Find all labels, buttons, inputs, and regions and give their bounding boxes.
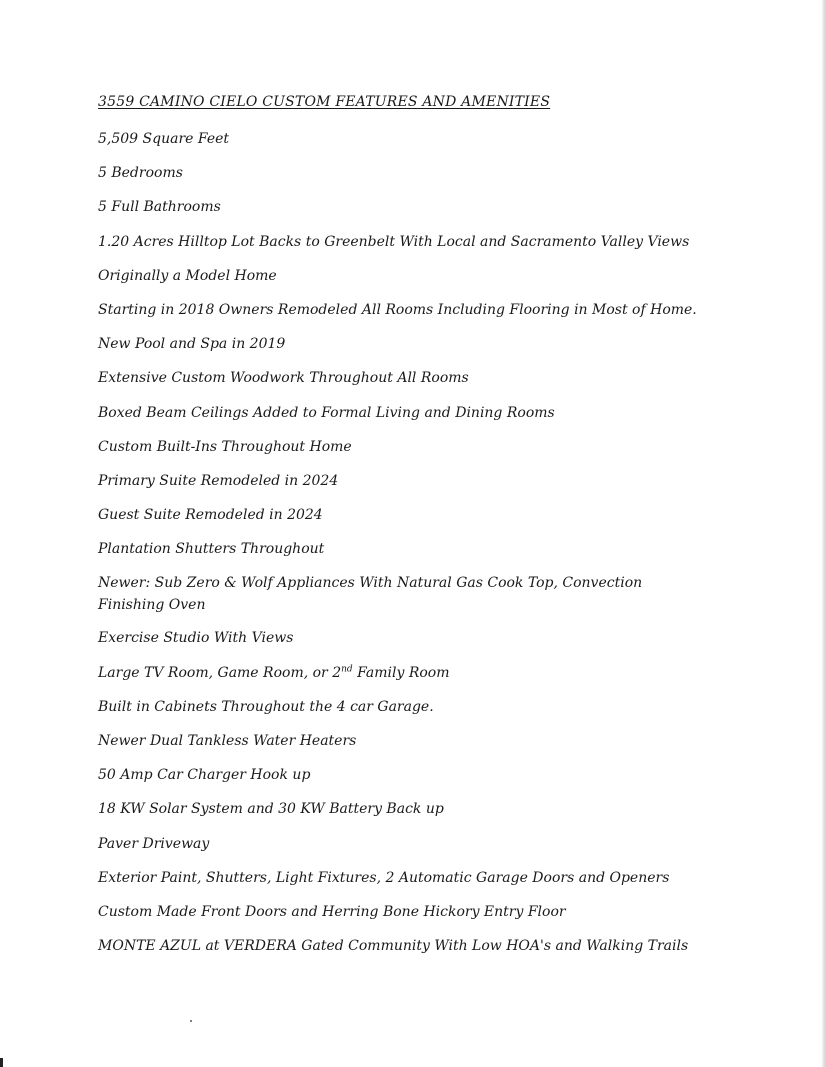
tv-room-superscript: nd: [341, 663, 353, 674]
feature-item: Starting in 2018 Owners Remodeled All Rooms Including Flooring in Most of Home.: [98, 301, 697, 318]
feature-item: Paver Driveway: [98, 835, 210, 852]
feature-item: Custom Built-Ins Throughout Home: [98, 438, 352, 455]
feature-item: Primary Suite Remodeled in 2024: [98, 472, 339, 489]
tv-room-text: Large TV Room, Game Room, or 2: [98, 664, 342, 681]
feature-item: Built in Cabinets Throughout the 4 car Garage.: [98, 698, 434, 715]
feature-item: 5,509 Square Feet: [98, 131, 230, 147]
feature-item-tv-room: [98, 662, 708, 684]
feature-item: Plantation Shutters Throughout: [98, 541, 325, 558]
tv-room-text-end: Family Room: [352, 664, 450, 681]
feature-item: 50 Amp Car Charger Hook up: [98, 767, 311, 784]
document-heading: 3559 CAMINO CIELO CUSTOM FEATURES AND AMENITIES: [98, 94, 551, 110]
feature-item: 5 Full Bathrooms: [98, 199, 221, 216]
feature-item: 1.20 Acres Hilltop Lot Backs to Greenbelt With Local and Sacramento Valley Views: [98, 233, 690, 250]
feature-list: [98, 128, 708, 969]
feature-item: Exercise Studio With Views: [98, 630, 294, 647]
feature-item: Newer Dual Tankless Water Heaters: [98, 733, 357, 749]
feature-item: Guest Suite Remodeled in 2024: [98, 507, 323, 524]
scan-speck: [190, 1020, 192, 1022]
feature-item: Extensive Custom Woodwork Throughout All Rooms: [98, 370, 469, 387]
feature-item: 5 Bedrooms: [98, 165, 183, 182]
feature-item: Boxed Beam Ceilings Added to Formal Living and Dining Rooms: [98, 404, 555, 421]
feature-item: Originally a Model Home: [98, 267, 277, 284]
feature-item: MONTE AZUL at VERDERA Gated Community With Low HOA's and Walking Trails: [98, 938, 689, 955]
scan-edge-mark: [0, 1058, 3, 1067]
feature-item: Exterior Paint, Shutters, Light Fixtures, 2 Automatic Garage Doors and Openers: [98, 869, 670, 886]
feature-item: Newer: Sub Zero & Wolf Appliances With Natural Gas Cook Top, Convection Finishing Oven: [98, 575, 643, 614]
feature-item: Custom Made Front Doors and Herring Bone Hickory Entry Floor: [98, 903, 566, 920]
feature-item: New Pool and Spa in 2019: [98, 336, 286, 353]
feature-item: 18 KW Solar System and 30 KW Battery Back up: [98, 801, 444, 818]
